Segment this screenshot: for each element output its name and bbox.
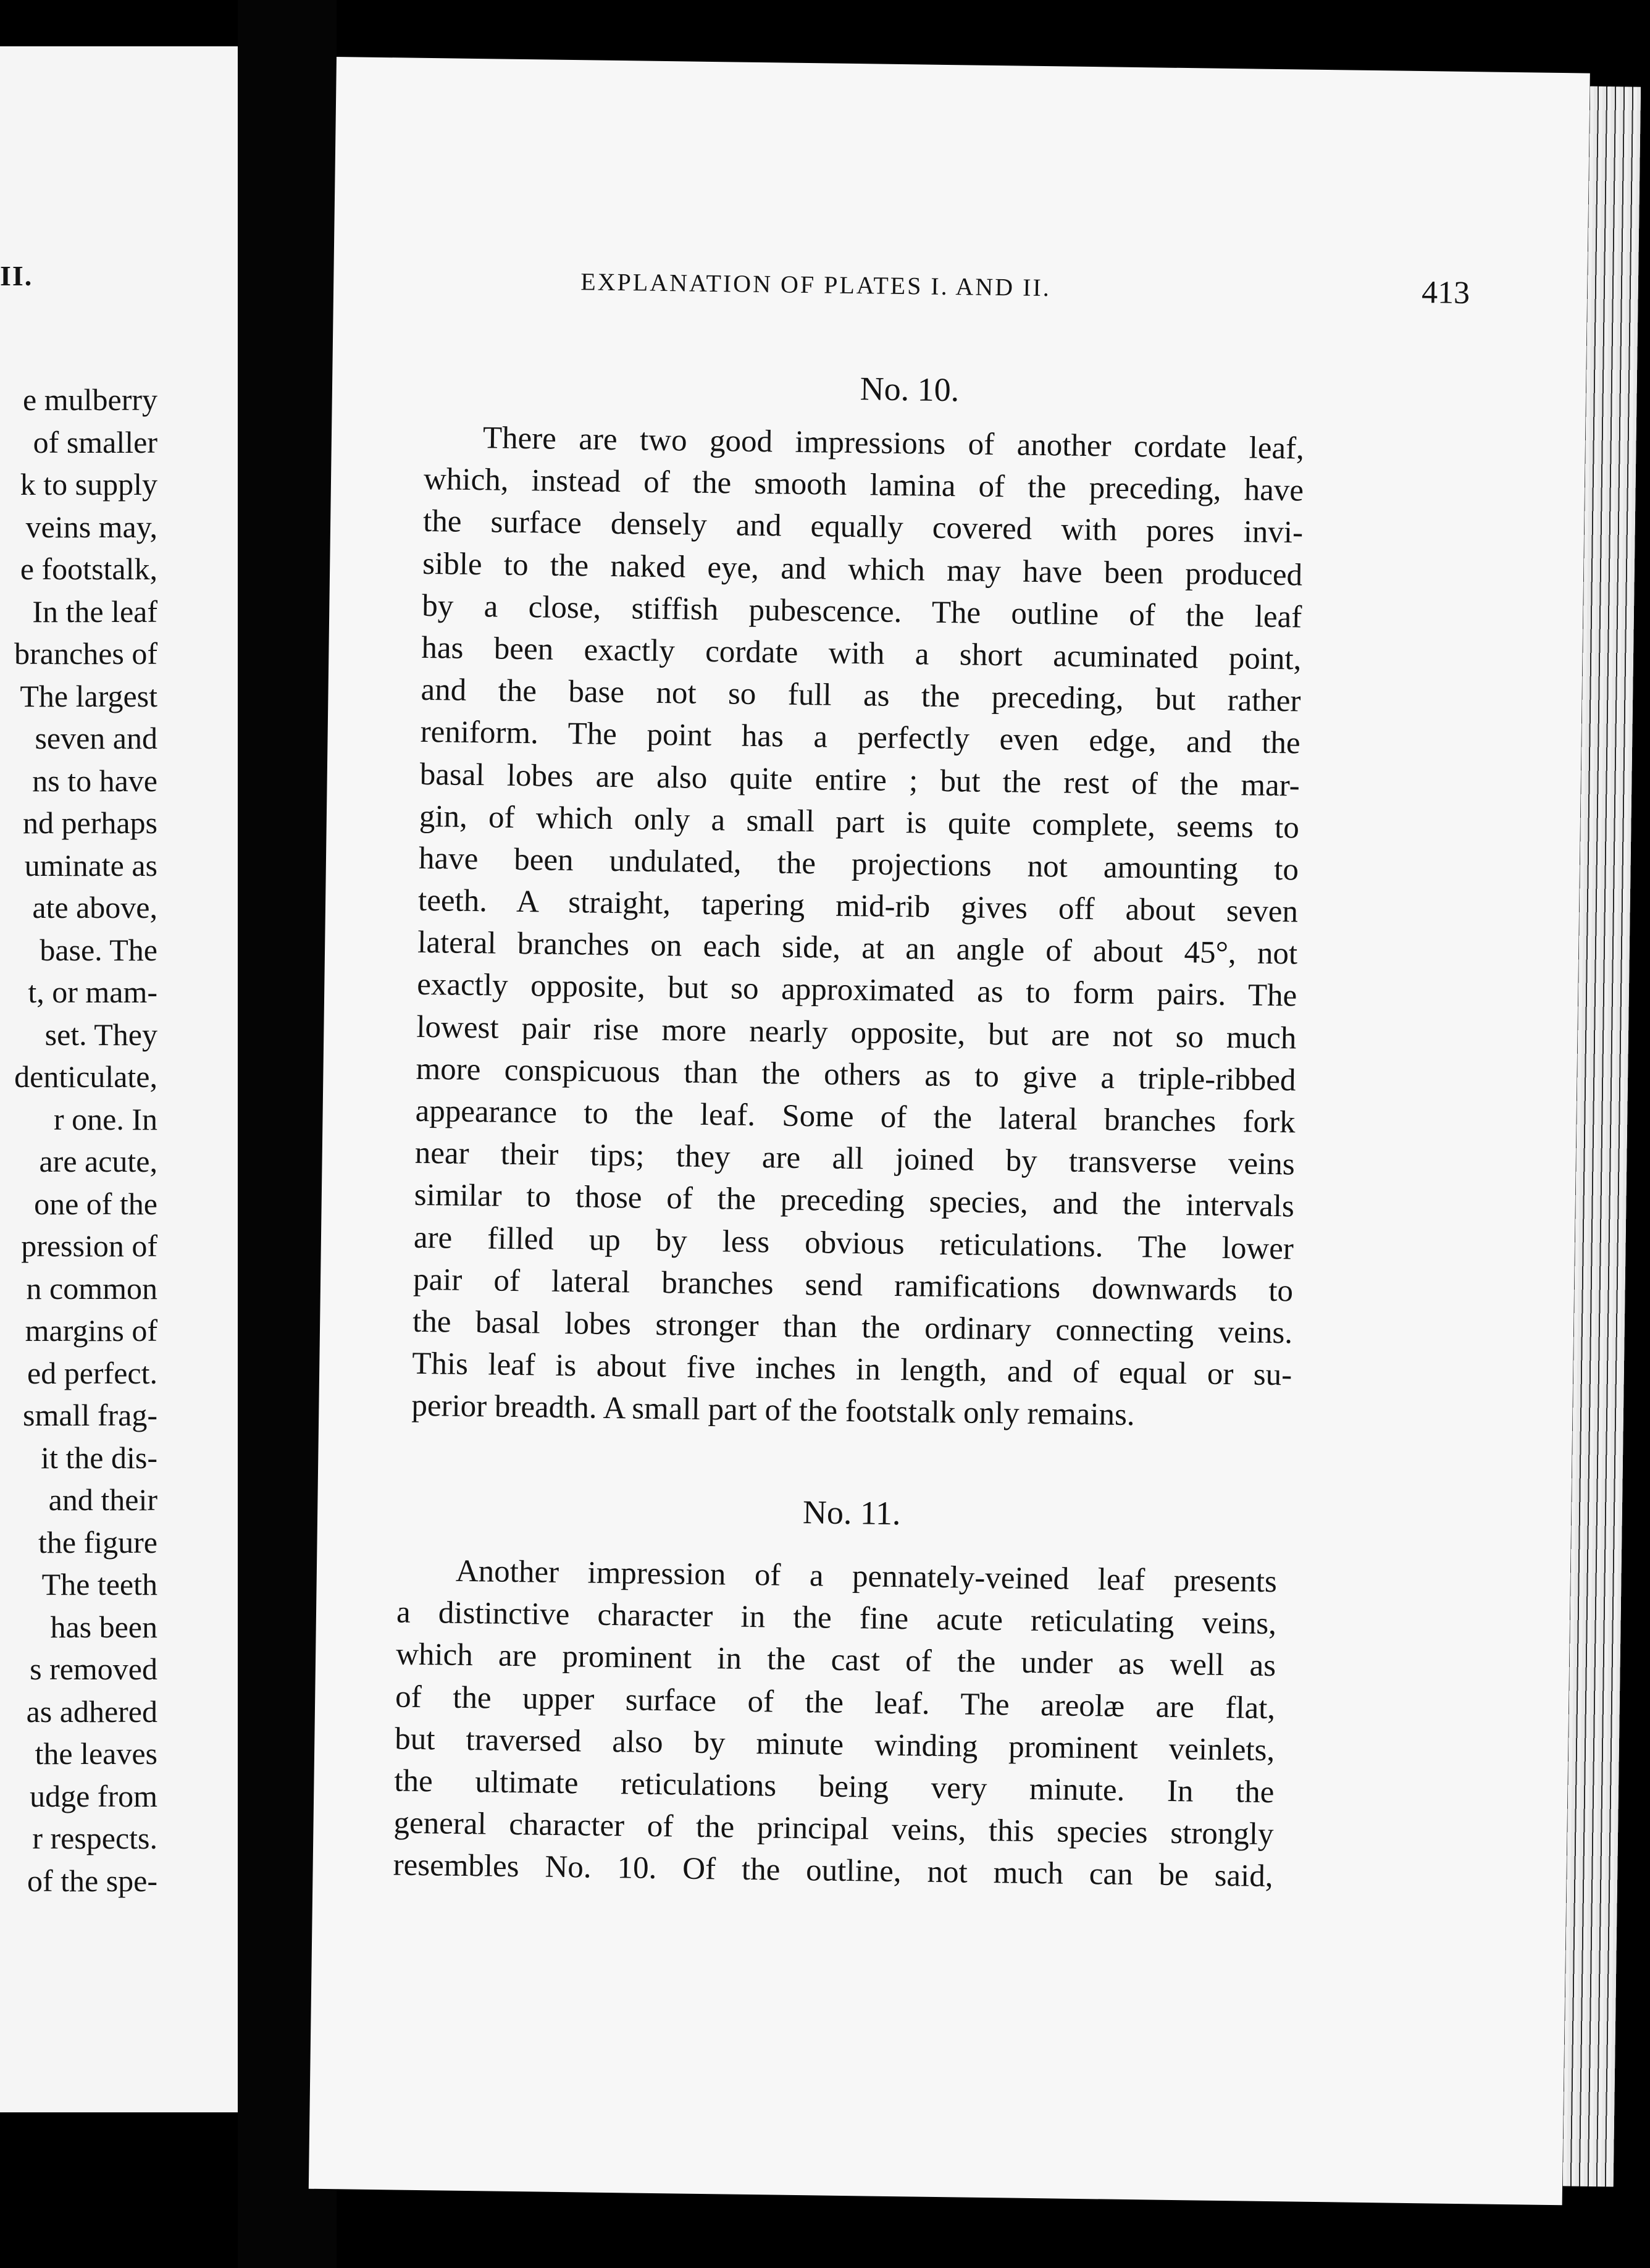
text-line: which, instead of the smooth lamina of the preceding, have [423,462,1304,508]
text-line: e footstalk, [20,552,157,586]
page-413 [309,57,1590,2205]
text-line: similar to those of the preceding species, and the intervals [414,1178,1295,1224]
text-line: have been undulated, the projections not amounting to [418,841,1299,888]
text-line: branches of [14,636,157,671]
text-line: seven and [35,721,157,755]
text-line: the leaves [35,1736,157,1771]
text-line: base. The [40,932,157,967]
text-line: of the spe- [27,1863,157,1898]
text-line: has been [50,1609,157,1644]
text-line: set. They [44,1017,157,1052]
facing-page-text [14,379,157,1902]
text-line: lateral branches on each side, at an angle of about 45°, not [417,925,1298,972]
text-line: pression of [21,1228,157,1263]
text-line: s removed [30,1652,157,1686]
text-line: r one. In [54,1101,157,1136]
text-line: reniform. The point has a perfectly even edge, and the [420,715,1300,761]
text-line: it the dis- [41,1440,157,1475]
text-line: are acute, [39,1144,157,1178]
text-line: ns to have [32,763,157,798]
running-head: EXPLANATION OF PLATES I. AND II. [580,267,1052,302]
paragraph-no-11 [393,1549,1277,1897]
section-heading-no-11: No. 11. [802,1493,901,1532]
page-header [580,267,1507,322]
text-line: nd perhaps [23,805,157,840]
text-line: k to supply [20,467,157,502]
text-line: near their tips; they are all joined by transverse veins [414,1136,1296,1182]
page-number: 413 [1421,275,1470,311]
text-line: Another impression of a pennately-veined leaf presents [455,1553,1278,1600]
text-line: by a close, stiffish pubescence. The outline of the leaf [422,588,1302,635]
text-line: In the leaf [32,594,157,629]
text-line: of smaller [33,424,157,460]
text-line: denticulate, [14,1059,157,1094]
section-heading-no-10: No. 10. [860,370,960,409]
text-line: ed perfect. [27,1355,157,1390]
text-line: and the base not so full as the preceding, but rather [421,673,1301,719]
text-line: teeth. A straight, tapering mid-rib gives off about seven [417,883,1299,930]
text-line: lowest pair rise more nearly opposite, but are not so much [416,1009,1297,1056]
text-line: sible to the naked eye, and which may have been produced [422,546,1303,593]
text-line: r respects. [32,1821,157,1855]
text-line: pair of lateral branches send ramifications downwards to [412,1262,1294,1309]
facing-page-left [0,46,240,2112]
text-line: basal lobes are also quite entire ; but the rest of the mar- [419,757,1300,804]
text-line: This leaf is about five inches in length, and of equal or su- [411,1346,1292,1393]
text-line: udge from [30,1778,157,1813]
text-line: and their [48,1482,157,1517]
paragraph-no-10 [411,416,1304,1438]
text-line: e mulberry [23,382,157,417]
text-line: which are prominent in the cast of the under as well as [395,1637,1276,1684]
text-line: small frag- [23,1398,157,1432]
text-line: one of the [34,1186,157,1221]
text-line: The largest [20,678,157,713]
text-line: has been exactly cordate with a short acuminated point, [421,630,1302,677]
text-line: are filled up by less obvious reticulations. The lower [413,1220,1294,1267]
text-line: veins may, [25,509,157,544]
text-line: gin, of which only a small part is quite complete, seems to [419,799,1300,846]
text-line: ate above, [32,890,157,925]
text-line: exactly opposite, but so approximated as to form pairs. The [416,967,1297,1014]
text-line: uminate as [24,847,157,883]
text-line: margins of [25,1313,157,1348]
text-line: as adhered [26,1694,157,1729]
text-line: but traversed also by minute winding prominent veinlets, [394,1721,1275,1768]
text-line: the ultimate reticulations being very minute. In the [394,1763,1275,1810]
text-line: resembles No. 10. Of the outline, not much can be said, [393,1847,1273,1894]
facing-running-head: II. [0,260,33,292]
text-line: perior breadth. A small part of the footstalk only remains. [411,1388,1136,1433]
text-line: The teeth [41,1567,157,1602]
text-line: general character of the principal veins, this species strongly [393,1805,1274,1852]
text-line: more conspicuous than the others as to give a triple-ribbed [416,1051,1296,1098]
text-line: the basal lobes stronger than the ordinary connecting veins. [412,1304,1293,1351]
text-line: appearance to the leaf. Some of the lateral branches fork [415,1093,1296,1140]
text-line: of the upper surface of the leaf. The areolæ are flat, [395,1679,1276,1726]
text-line: n common [26,1270,157,1306]
text-line: the surface densely and equally covered with pores invi- [422,504,1304,550]
text-line: There are two good impressions of another cordate leaf, [482,421,1305,466]
text-line: a distinctive character in the fine acute reticulating veins, [396,1595,1277,1642]
text-line: t, or mam- [28,975,157,1009]
text-line: the figure [38,1524,157,1560]
